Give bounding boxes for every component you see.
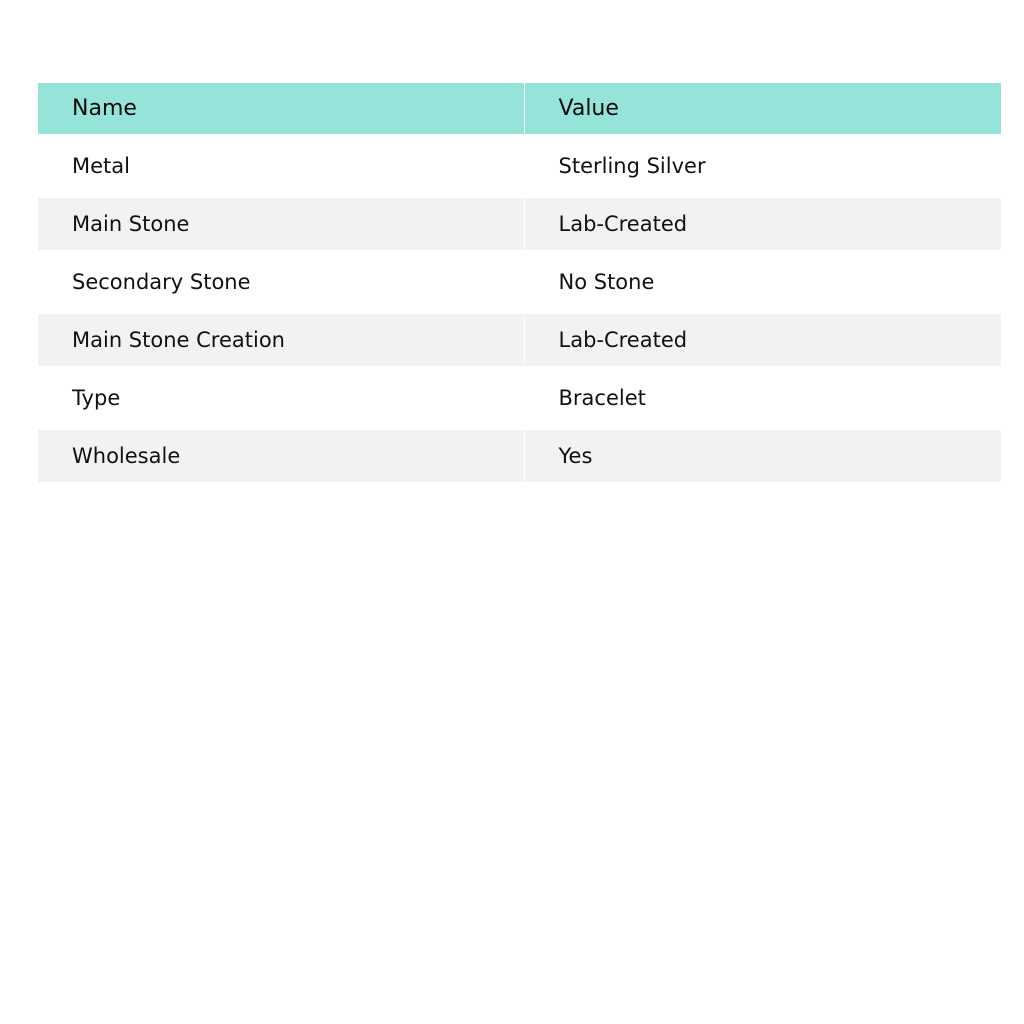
table-row: [38, 134, 1001, 198]
column-header-name: Name: [38, 83, 524, 134]
row-name-cell: Main Stone Creation: [38, 314, 524, 366]
row-name-cell: Main Stone: [38, 198, 524, 250]
row-value-cell: Lab-Created: [524, 198, 1001, 250]
row-name-cell: Type: [38, 366, 524, 430]
header-row: [38, 83, 1001, 134]
table-body: [38, 134, 1001, 482]
column-header-value: Value: [524, 83, 1001, 134]
table-row: [38, 250, 1001, 314]
row-value-cell: Yes: [524, 430, 1001, 482]
table-row: [38, 366, 1001, 430]
table-row: [38, 314, 1001, 366]
product-spec-table: [38, 83, 1001, 482]
row-name-cell: Wholesale: [38, 430, 524, 482]
row-value-cell: No Stone: [524, 250, 1001, 314]
row-value-cell: Sterling Silver: [524, 134, 1001, 198]
table-header: [38, 83, 1001, 134]
row-name-cell: Secondary Stone: [38, 250, 524, 314]
table-row: [38, 198, 1001, 250]
row-name-cell: Metal: [38, 134, 524, 198]
row-value-cell: Lab-Created: [524, 314, 1001, 366]
row-value-cell: Bracelet: [524, 366, 1001, 430]
table-row: [38, 430, 1001, 482]
